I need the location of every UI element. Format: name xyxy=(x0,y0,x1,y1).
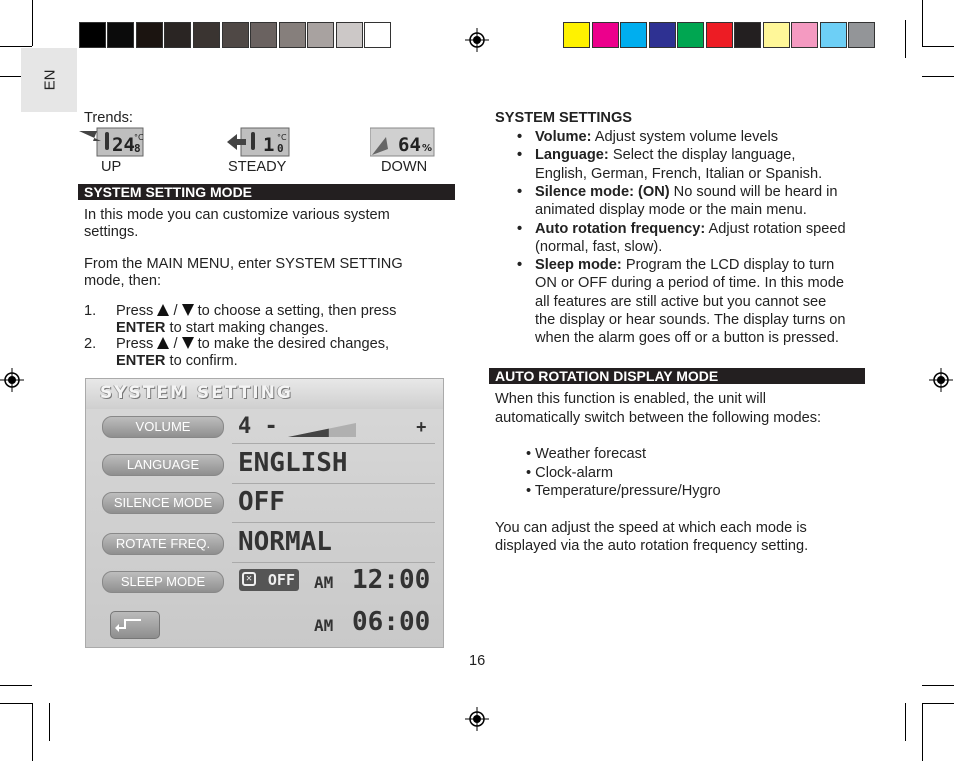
auto-line-2: automatically switch between the following modes: xyxy=(495,410,822,426)
lcd-label-sleep-mode: SLEEP MODE xyxy=(102,571,224,593)
color-swatch xyxy=(563,22,590,48)
bullet-line: Sleep mode: Program the LCD display to turn xyxy=(535,257,835,274)
lcd-ampm: AM xyxy=(314,616,334,635)
svg-text:°C: °C xyxy=(277,133,287,142)
lcd-time-2: 06:00 xyxy=(352,607,431,637)
bullet-line: (normal, fast, slow). xyxy=(535,238,663,255)
crop-mark xyxy=(922,0,923,46)
bullet-line: Language: Select the display language, xyxy=(535,147,796,164)
language-tab-label: EN xyxy=(41,69,59,91)
crop-mark xyxy=(922,76,954,77)
lcd-back-button xyxy=(110,611,160,639)
bullet-line: Silence mode: (ON) No sound will be heard in xyxy=(535,183,838,200)
bullet-dot: • xyxy=(517,220,523,237)
crop-mark xyxy=(32,0,33,46)
crop-mark xyxy=(49,703,50,741)
trend-steady-icon xyxy=(227,127,291,157)
color-swatch xyxy=(620,22,647,48)
up-arrow-icon xyxy=(157,337,169,349)
color-swatch xyxy=(763,22,790,48)
down-arrow-icon xyxy=(182,337,194,349)
svg-text:%: % xyxy=(422,143,433,154)
mode-item: • Weather forecast xyxy=(526,446,647,462)
bullet-line: all features are still active but you cannot see xyxy=(535,293,827,310)
from-line-2: mode, then: xyxy=(84,273,162,289)
svg-text:8: 8 xyxy=(134,142,141,155)
bullet-line: Auto rotation frequency: Adjust rotation speed xyxy=(535,220,846,237)
crop-mark xyxy=(0,685,32,686)
bullet-dot: • xyxy=(517,257,523,274)
registration-mark-icon xyxy=(465,28,489,52)
lcd-time-1: 12:00 xyxy=(352,565,431,595)
lcd-divider xyxy=(232,562,435,563)
gray-swatch xyxy=(164,22,191,48)
bullet-line: Volume: Adjust system volume levels xyxy=(535,129,779,145)
auto-line-1: When this function is enabled, the unit will xyxy=(495,391,766,407)
step-number: 1. xyxy=(84,303,97,319)
trends-label: Trends: xyxy=(84,110,133,126)
gray-swatch xyxy=(222,22,249,48)
crop-mark xyxy=(32,703,33,761)
svg-text:°C: °C xyxy=(134,133,144,142)
gray-swatch xyxy=(193,22,220,48)
lcd-value-silence-mode: OFF xyxy=(238,487,285,517)
gray-swatch xyxy=(364,22,391,48)
crop-mark xyxy=(0,703,32,704)
section-title-system-settings: SYSTEM SETTINGS xyxy=(495,110,633,126)
color-swatch xyxy=(791,22,818,48)
lcd-label-rotate-freq: ROTATE FREQ. xyxy=(102,533,224,555)
lcd-label-language: LANGUAGE xyxy=(102,454,224,476)
lcd-ampm: AM xyxy=(314,573,334,592)
trend-up-value: 24 xyxy=(112,134,135,156)
speed-line-1: You can adjust the speed at which each mode is xyxy=(495,520,807,536)
registration-mark-icon xyxy=(929,368,953,392)
crop-mark xyxy=(905,20,906,58)
gray-swatch xyxy=(79,22,106,48)
lcd-value-rotate-freq: NORMAL xyxy=(238,527,332,557)
section-title-auto-rotation: AUTO ROTATION DISPLAY MODE xyxy=(489,368,865,384)
system-setting-lcd-display xyxy=(85,378,444,648)
lcd-title: SYSTEM SETTING xyxy=(100,383,293,403)
crop-mark xyxy=(0,46,32,47)
lcd-divider xyxy=(232,522,435,523)
bullet-dot: • xyxy=(517,183,523,200)
from-line-1: From the MAIN MENU, enter SYSTEM SETTING xyxy=(84,256,403,272)
lcd-divider xyxy=(232,483,435,484)
gray-swatch xyxy=(307,22,334,48)
up-arrow-icon xyxy=(157,304,169,316)
sleep-icon: ✕ xyxy=(242,572,256,586)
color-swatch xyxy=(649,22,676,48)
bullet-line: animated display mode or the main menu. xyxy=(535,202,807,219)
svg-text:1: 1 xyxy=(263,134,275,156)
crop-mark xyxy=(922,703,923,761)
color-swatch xyxy=(734,22,761,48)
color-swatch xyxy=(592,22,619,48)
down-arrow-icon xyxy=(182,304,194,316)
svg-text:0: 0 xyxy=(277,142,284,155)
lcd-value-language: ENGLISH xyxy=(238,448,348,478)
lcd-label-silence-mode: SILENCE MODE xyxy=(102,492,224,514)
bullet-line: when the alarm goes off or a button is pressed. xyxy=(535,330,839,347)
step-text: Press / to choose a setting, then press xyxy=(116,303,397,319)
step-text-cont: ENTER to confirm. xyxy=(116,353,238,369)
color-swatch xyxy=(820,22,847,48)
lcd-divider xyxy=(232,443,435,444)
step-number: 2. xyxy=(84,336,97,352)
lcd-value-volume: 4 - xyxy=(238,414,278,439)
trend-up-icon xyxy=(79,127,145,157)
color-swatch xyxy=(706,22,733,48)
lcd-sleep-off-badge: ✕ OFF xyxy=(239,569,299,591)
crop-mark xyxy=(922,46,954,47)
trend-down-label: DOWN xyxy=(381,159,428,175)
step-text-cont: ENTER to start making changes. xyxy=(116,320,329,336)
gray-swatch xyxy=(250,22,277,48)
gray-swatch xyxy=(136,22,163,48)
page-number: 16 xyxy=(469,653,486,669)
crop-mark xyxy=(922,685,954,686)
registration-mark-icon xyxy=(0,368,24,392)
gray-swatch xyxy=(336,22,363,48)
step-text: Press / to make the desired changes, xyxy=(116,336,390,352)
section-title-system-setting-mode: SYSTEM SETTING MODE xyxy=(78,184,455,200)
color-swatch xyxy=(677,22,704,48)
mode-item: • Temperature/pressure/Hygro xyxy=(526,483,721,499)
return-arrow-icon xyxy=(111,612,159,638)
bullet-dot: • xyxy=(517,129,523,145)
gray-swatch xyxy=(107,22,134,48)
color-swatch xyxy=(848,22,875,48)
bullet-dot: • xyxy=(517,147,523,164)
intro-line-1: In this mode you can customize various system xyxy=(84,207,390,223)
speed-line-2: displayed via the auto rotation frequency setting. xyxy=(495,538,809,554)
lcd-volume-plus: + xyxy=(416,417,427,437)
svg-text:64: 64 xyxy=(398,134,421,156)
crop-mark xyxy=(905,703,906,741)
intro-line-2: settings. xyxy=(84,224,139,240)
trend-up-label: UP xyxy=(101,159,122,175)
bullet-line: ON or OFF during a period of time. In this mode xyxy=(535,275,845,292)
bullet-line: the display or hear sounds. The display turns on xyxy=(535,312,846,328)
trend-down-icon xyxy=(370,127,436,157)
registration-mark-icon xyxy=(465,707,489,731)
crop-mark xyxy=(922,703,954,704)
mode-item: • Clock-alarm xyxy=(526,465,614,481)
trend-steady-label: STEADY xyxy=(228,159,287,175)
volume-level-bar xyxy=(288,423,356,437)
gray-swatch xyxy=(279,22,306,48)
lcd-label-volume: VOLUME xyxy=(102,416,224,438)
bullet-line: English, German, French, Italian or Spanish. xyxy=(535,165,823,182)
